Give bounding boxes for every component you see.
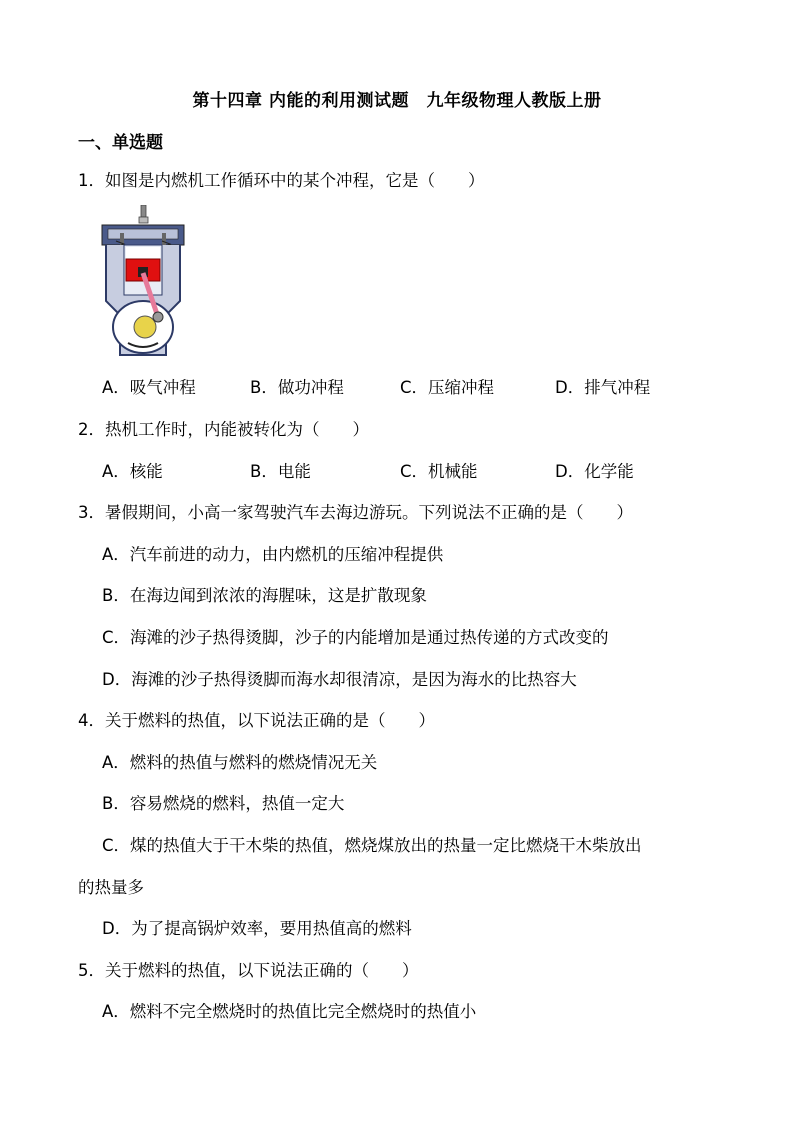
question-2-option-d[interactable]: D．化学能 — [555, 462, 634, 481]
question-4-option-d[interactable]: D．为了提高锅炉效率，要用热值高的燃料 — [102, 919, 412, 938]
question-2-options — [102, 461, 634, 483]
question-1-option-a[interactable]: A．吸气冲程 — [102, 378, 196, 397]
section-heading: 一、单选题 — [78, 133, 163, 153]
question-2-option-a[interactable]: A．核能 — [102, 462, 163, 481]
question-3-option-c[interactable]: C．海滩的沙子热得烫脚，沙子的内能增加是通过热传递的方式改变的 — [102, 628, 609, 647]
engine-diagram — [100, 205, 186, 357]
question-3-option-b[interactable]: B．在海边闻到浓浓的海腥味，这是扩散现象 — [102, 586, 427, 605]
question-2-option-b[interactable]: B．电能 — [250, 462, 311, 481]
question-2-option-c[interactable]: C．机械能 — [400, 462, 478, 481]
question-4-stem: 4．关于燃料的热值，以下说法正确的是（ ） — [78, 711, 435, 730]
question-4-option-b[interactable]: B．容易燃烧的燃料，热值一定大 — [102, 794, 345, 813]
page-title: 第十四章 内能的利用测试题 九年级物理人教版上册 — [192, 91, 602, 111]
question-2-stem: 2．热机工作时，内能被转化为（ ） — [78, 420, 369, 439]
question-4-option-c[interactable]: C．煤的热值大于干木柴的热值，燃烧煤放出的热量一定比燃烧干木柴放出 — [102, 836, 642, 855]
question-1-option-c[interactable]: C．压缩冲程 — [400, 378, 495, 397]
question-5-stem: 5．关于燃料的热值，以下说法正确的（ ） — [78, 961, 419, 980]
question-3-option-d[interactable]: D．海滩的沙子热得烫脚而海水却很清凉，是因为海水的比热容大 — [102, 670, 577, 689]
question-1-option-b[interactable]: B．做功冲程 — [250, 378, 344, 397]
question-4-option-a[interactable]: A．燃料的热值与燃料的燃烧情况无关 — [102, 753, 378, 772]
question-4-option-c-continued: 的热量多 — [78, 878, 144, 897]
question-1-options — [102, 377, 650, 399]
question-3-option-a[interactable]: A．汽车前进的动力，由内燃机的压缩冲程提供 — [102, 545, 444, 564]
question-1-option-d[interactable]: D．排气冲程 — [555, 378, 651, 397]
question-5-option-a[interactable]: A．燃料不完全燃烧时的热值比完全燃烧时的热值小 — [102, 1002, 477, 1021]
question-3-stem: 3．暑假期间，小高一家驾驶汽车去海边游玩。下列说法不正确的是（ ） — [78, 503, 633, 522]
question-1-stem: 1．如图是内燃机工作循环中的某个冲程，它是（ ） — [78, 171, 485, 190]
